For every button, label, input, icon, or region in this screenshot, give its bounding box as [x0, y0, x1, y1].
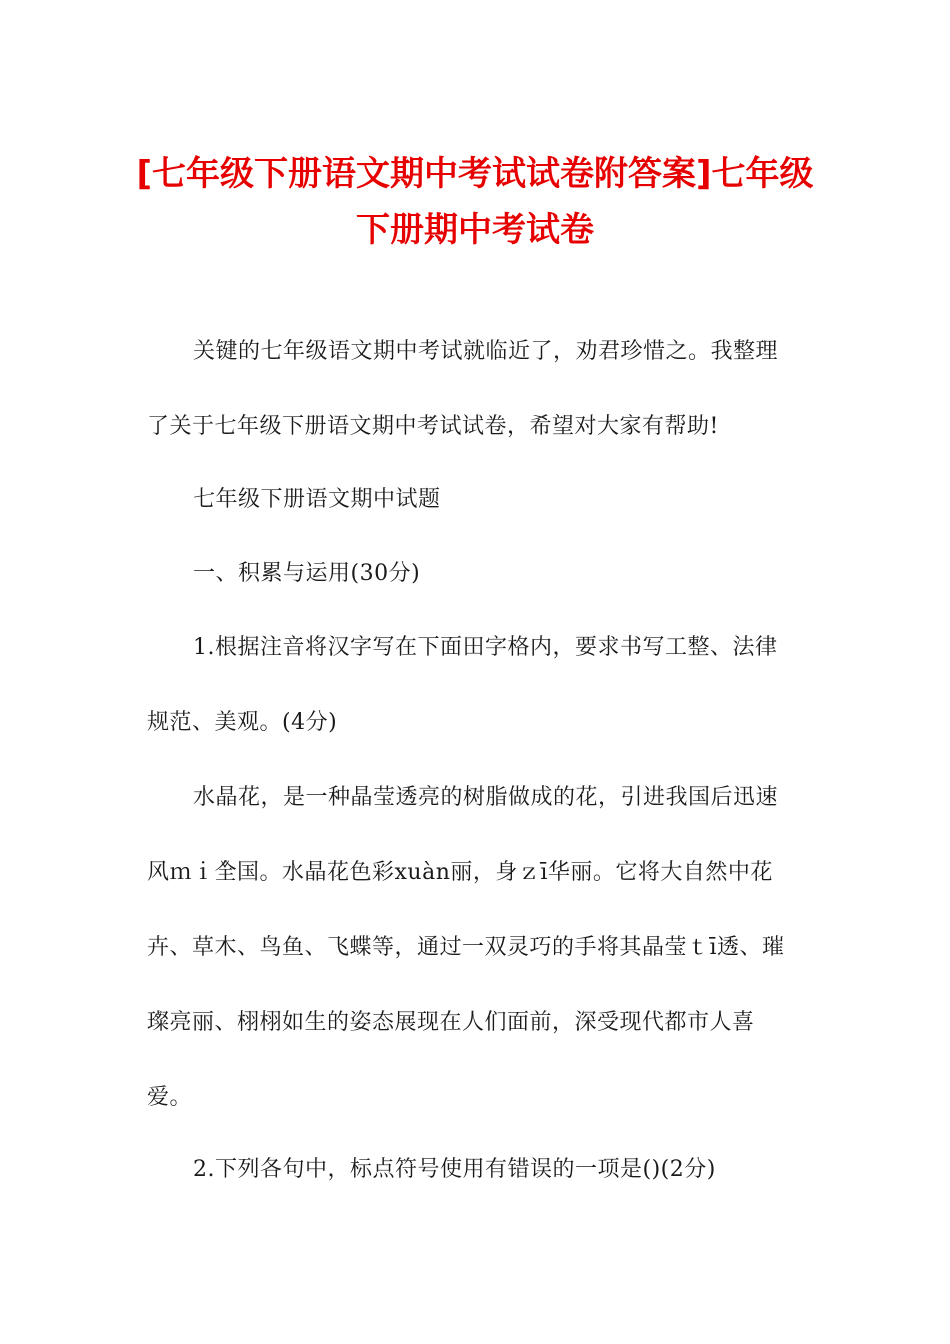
intro-paragraph: 关键的七年级语文期中考试就临近了，劝君珍惜之。我整理了关于七年级下册语文期中考试试卷，希望对大家有帮助! [147, 339, 779, 439]
question-2: 2.下列各句中，标点符号使用有错误的一项是()(2分) [193, 1157, 716, 1182]
section-heading: 七年级下册语文期中试题 [193, 487, 441, 512]
question-1: 1.根据注音将汉字写在下面田字格内，要求书写工整、法律规范、美观。(4分) [147, 635, 778, 735]
question-1-passage: 水晶花，是一种晶莹透亮的树脂做成的花，引进我国后迅速风ｍｉ̌全国。水晶花色彩xuàn丽，身ｚī华丽。它将大自然中花卉、草木、鸟鱼、飞蝶等，通过一双灵巧的手将其晶莹ｔī透、璀璨亮丽、栩栩如生的姿态展现在人们面前，深受现代都市人喜爱。 [147, 785, 785, 1110]
part-heading: 一、积累与运用(30分) [193, 561, 421, 586]
document-title: [七年级下册语文期中考试试卷附答案]七年级下册期中考试卷 [136, 154, 814, 250]
